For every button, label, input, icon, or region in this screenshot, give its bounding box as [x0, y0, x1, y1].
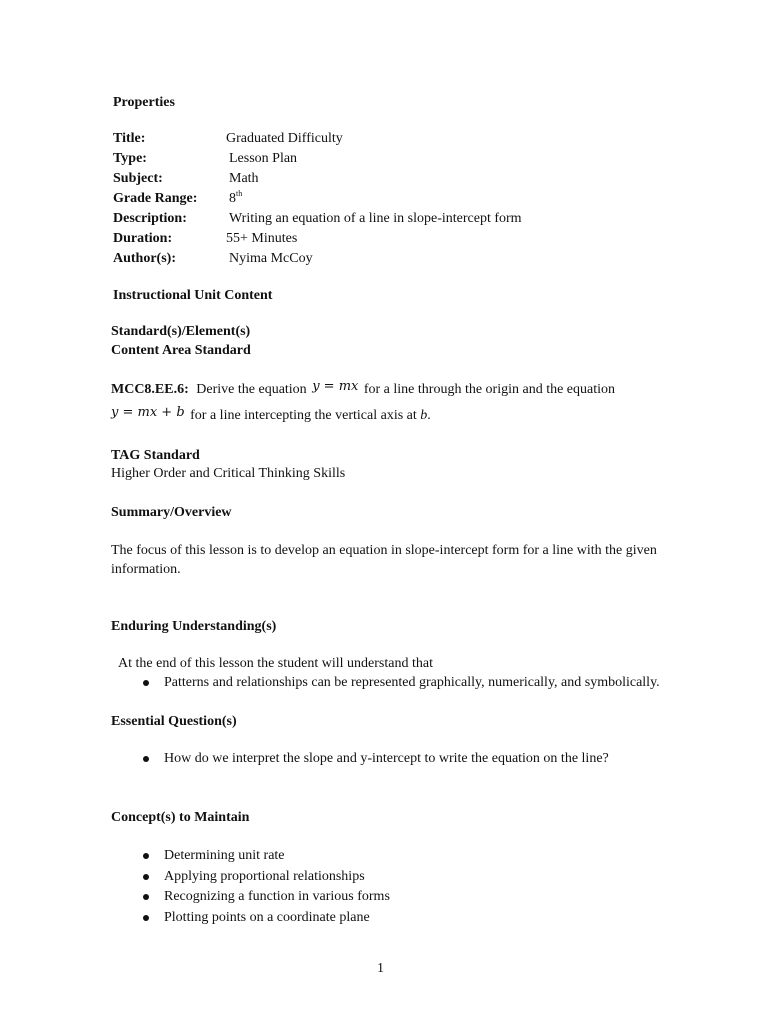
standard-line-2	[111, 407, 431, 425]
bullet-icon	[143, 915, 149, 921]
standard-text-3: for a line intercepting the vertical axis at	[190, 408, 417, 423]
page-number: 1	[377, 961, 384, 976]
type-value: Lesson Plan	[229, 151, 298, 166]
equation-y-mx: y = mx	[312, 379, 359, 394]
variable-b: b	[420, 408, 428, 423]
concepts-heading: Concept(s) to Maintain	[111, 810, 250, 825]
type-label: Type:	[113, 151, 147, 166]
tag-standard-heading: TAG Standard	[111, 448, 200, 463]
bullet-icon	[143, 680, 149, 686]
standard-text-2: for a line through the origin and the equation	[363, 382, 616, 397]
list-item-text: Patterns and relationships can be represented graphically, numerically, and symbolically.	[164, 675, 660, 690]
list-item-text: Recognizing a function in various forms	[164, 889, 390, 904]
list-item	[141, 887, 390, 908]
bullet-icon	[143, 894, 149, 900]
bullet-icon	[143, 756, 149, 762]
standard-period: .	[427, 408, 431, 423]
list-item	[141, 867, 390, 888]
duration-label: Duration:	[113, 231, 173, 246]
essential-list	[141, 749, 609, 770]
duration-value: 55+ Minutes	[226, 231, 298, 246]
grade-range-value	[229, 190, 242, 208]
tag-standard-text: Higher Order and Critical Thinking Skills	[111, 466, 346, 481]
summary-text: The focus of this lesson is to develop an equation in slope-intercept form for a line with the given information.	[111, 543, 657, 577]
list-item	[141, 908, 390, 929]
properties-heading: Properties	[113, 95, 175, 110]
enduring-list	[141, 673, 660, 694]
list-item	[141, 749, 609, 770]
enduring-intro: At the end of this lesson the student will understand that	[118, 656, 433, 671]
description-value: Writing an equation of a line in slope-intercept form	[229, 211, 522, 226]
grade-suffix: th	[236, 189, 243, 198]
list-item	[141, 673, 660, 694]
list-item	[141, 846, 390, 867]
subject-label: Subject:	[113, 171, 163, 186]
description-label: Description:	[113, 211, 187, 226]
equation-y-mx-plus-b: y = mx + b	[111, 405, 185, 420]
grade-number: 8	[229, 191, 236, 206]
summary-heading: Summary/Overview	[111, 505, 232, 520]
authors-label: Author(s):	[113, 251, 176, 266]
subject-value: Math	[229, 171, 259, 186]
list-item-text: Determining unit rate	[164, 848, 285, 863]
standards-heading: Standard(s)/Element(s)	[111, 324, 251, 339]
standard-code: MCC8.EE.6:	[111, 382, 189, 397]
essential-questions-heading: Essential Question(s)	[111, 714, 237, 729]
enduring-understanding-heading: Enduring Understanding(s)	[111, 619, 277, 634]
content-area-standard-heading: Content Area Standard	[111, 343, 251, 358]
title-value: Graduated Difficulty	[226, 131, 343, 146]
grade-range-label: Grade Range:	[113, 191, 198, 206]
standard-text-1: Derive the equation	[196, 382, 307, 397]
authors-value: Nyima McCoy	[229, 251, 313, 266]
instructional-unit-heading: Instructional Unit Content	[113, 288, 273, 303]
list-item-text: Plotting points on a coordinate plane	[164, 909, 370, 925]
concepts-list	[141, 846, 390, 928]
standard-line-1	[111, 381, 615, 399]
title-label: Title:	[113, 131, 146, 146]
list-item-text: How do we interpret the slope and y-intercept to write the equation on the line?	[164, 751, 609, 766]
list-item-text: Applying proportional relationships	[164, 868, 365, 884]
bullet-icon	[143, 853, 149, 859]
bullet-icon	[143, 874, 149, 880]
